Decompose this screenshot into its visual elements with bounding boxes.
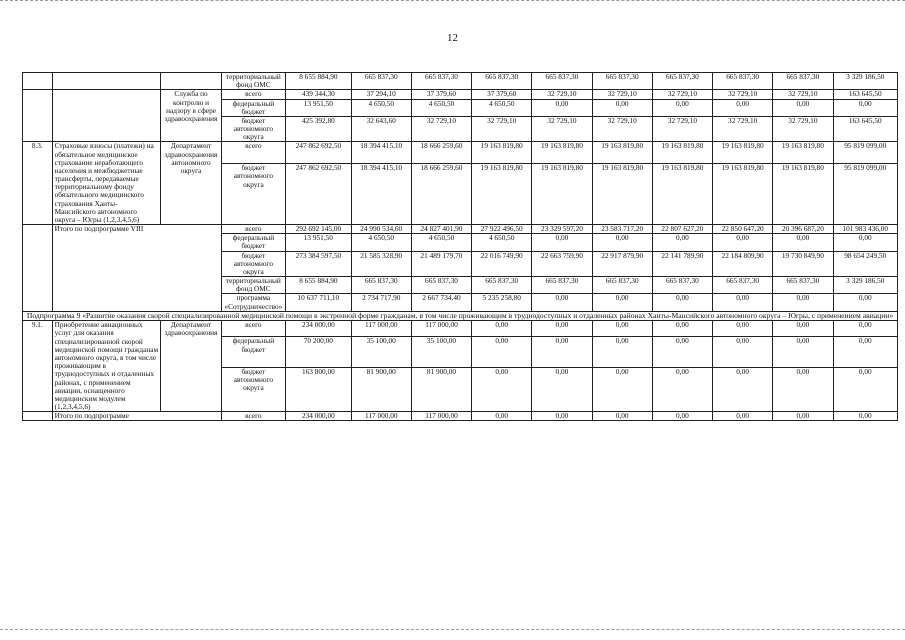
value-cell: 4 650,50	[351, 99, 411, 116]
value-cell: 163 800,00	[286, 367, 352, 412]
funding-source-cell: федеральный бюджет	[221, 337, 285, 367]
value-cell: 0,00	[652, 337, 712, 367]
value-cell: 4 650,50	[411, 99, 471, 116]
table-row	[23, 90, 898, 99]
value-cell: 22 016 749,90	[472, 251, 532, 277]
value-cell: 19 730 849,90	[773, 251, 833, 277]
value-cell: 22 141 789,90	[652, 251, 712, 277]
funding-source-cell: бюджет автономного округа	[221, 367, 285, 412]
value-cell: 117 000,00	[351, 321, 411, 337]
value-cell: 117 000,00	[351, 412, 411, 421]
value-cell: 95 819 099,00	[833, 164, 898, 225]
value-cell: 665 837,30	[773, 277, 833, 294]
value-cell: 665 837,30	[532, 73, 592, 90]
value-cell: 665 837,30	[592, 277, 652, 294]
value-cell: 0,00	[652, 294, 712, 311]
value-cell: 95 819 099,00	[833, 142, 898, 164]
table-row	[23, 142, 898, 164]
value-cell: 35 100,00	[351, 337, 411, 367]
funding-source-cell: бюджет автономного округа	[221, 251, 285, 277]
value-cell: 32 729,10	[592, 90, 652, 99]
funding-source-cell: программа «Сотрудничество»	[221, 294, 285, 311]
funding-source-cell: территориальный фонд ОМС	[221, 277, 285, 294]
value-cell: 22 850 647,20	[713, 225, 773, 234]
value-cell: 32 729,10	[773, 90, 833, 99]
item-number-cell	[23, 225, 53, 312]
value-cell: 21 585 328,90	[351, 251, 411, 277]
table-row	[23, 321, 898, 337]
value-cell: 0,00	[833, 294, 898, 311]
funding-source-cell: территориальный фонд ОМС	[221, 73, 285, 90]
funding-source-cell: бюджет автономного округа	[221, 116, 285, 142]
value-cell: 0,00	[833, 321, 898, 337]
value-cell: 0,00	[713, 321, 773, 337]
value-cell: 0,00	[773, 234, 833, 251]
value-cell: 21 489 179,70	[411, 251, 471, 277]
value-cell: 247 862 692,50	[286, 142, 352, 164]
executor-cell: Служба по контролю и надзору в сфере здравоохранения	[161, 90, 221, 142]
value-cell: 665 837,30	[351, 73, 411, 90]
item-number-cell: 8.3.	[23, 142, 53, 225]
value-cell: 665 837,30	[773, 73, 833, 90]
value-cell: 0,00	[532, 99, 592, 116]
value-cell: 22 917 879,90	[592, 251, 652, 277]
value-cell: 273 384 597,50	[286, 251, 352, 277]
value-cell: 32 729,10	[532, 116, 592, 142]
value-cell: 0,00	[713, 234, 773, 251]
funding-source-cell: федеральный бюджет	[221, 99, 285, 116]
value-cell: 19 163 819,80	[652, 164, 712, 225]
value-cell: 18 666 259,60	[411, 164, 471, 225]
item-name-cell: Приобретение авиационных услуг для оказания специализированной скорой медицинской помощи гражданам автономного округа, в том числе проживающим в труднодоступных и отдаленных районах, с применением авиации, оснащенного медицинским модулем (1,2,3,4,5,6)	[52, 321, 161, 412]
value-cell: 19 163 819,80	[472, 142, 532, 164]
value-cell: 23 329 597,20	[532, 225, 592, 234]
value-cell: 0,00	[833, 337, 898, 367]
value-cell: 32 643,60	[351, 116, 411, 142]
value-cell: 8 655 884,90	[286, 277, 352, 294]
value-cell: 3 329 186,50	[833, 277, 898, 294]
value-cell: 19 163 819,80	[713, 164, 773, 225]
budget-table	[22, 72, 898, 421]
value-cell: 4 650,50	[472, 234, 532, 251]
value-cell: 22 807 627,20	[652, 225, 712, 234]
value-cell: 32 729,10	[773, 116, 833, 142]
value-cell: 665 837,30	[713, 277, 773, 294]
value-cell: 665 837,30	[351, 277, 411, 294]
value-cell: 0,00	[592, 99, 652, 116]
value-cell: 665 837,30	[472, 277, 532, 294]
value-cell: 32 729,10	[652, 116, 712, 142]
value-cell: 0,00	[592, 321, 652, 337]
value-cell: 0,00	[833, 412, 898, 421]
executor-cell	[161, 73, 221, 90]
value-cell: 292 692 145,00	[286, 225, 352, 234]
funding-source-cell: всего	[221, 321, 285, 337]
subtotal-label-cell: Итого по подпрограмме VIII	[52, 225, 221, 312]
value-cell: 4 650,50	[411, 234, 471, 251]
value-cell: 70 200,00	[286, 337, 352, 367]
value-cell: 2 667 734,40	[411, 294, 471, 311]
value-cell: 0,00	[472, 367, 532, 412]
value-cell: 0,00	[532, 294, 592, 311]
value-cell: 19 163 819,80	[592, 142, 652, 164]
value-cell: 0,00	[713, 99, 773, 116]
value-cell: 81 900,00	[351, 367, 411, 412]
funding-source-cell: всего	[221, 90, 285, 99]
value-cell: 101 983 436,00	[833, 225, 898, 234]
value-cell: 20 396 687,20	[773, 225, 833, 234]
item-name-cell	[52, 90, 161, 142]
funding-source-cell: всего	[221, 142, 285, 164]
value-cell: 10 637 711,10	[286, 294, 352, 311]
value-cell: 234 000,00	[286, 412, 352, 421]
value-cell: 0,00	[592, 337, 652, 367]
funding-source-cell: федеральный бюджет	[221, 234, 285, 251]
executor-cell: Департамент здравоохранения	[161, 321, 221, 412]
value-cell: 24 827 401,90	[411, 225, 471, 234]
page-number: 12	[447, 32, 458, 44]
value-cell: 19 163 819,80	[773, 142, 833, 164]
value-cell: 665 837,30	[652, 277, 712, 294]
value-cell: 0,00	[773, 337, 833, 367]
value-cell: 37 379,60	[411, 90, 471, 99]
value-cell: 13 951,50	[286, 99, 352, 116]
value-cell: 19 163 819,80	[532, 142, 592, 164]
table-row	[23, 225, 898, 234]
value-cell: 0,00	[592, 234, 652, 251]
value-cell: 19 163 819,80	[592, 164, 652, 225]
value-cell: 32 729,10	[592, 116, 652, 142]
item-name-cell	[52, 73, 161, 90]
value-cell: 0,00	[532, 367, 592, 412]
value-cell: 81 900,00	[411, 367, 471, 412]
value-cell: 163 645,50	[833, 116, 898, 142]
item-number-cell	[23, 73, 53, 90]
table-row	[23, 412, 898, 421]
item-name-cell: Страховые взносы (платежи) на обязательное медицинское страхование неработающего населения и межбюджетные трансферты, передаваемые территориальному фонду обязательного медицинского страхования Ханты-Мансийского автономного округа – Югры (1,2,3,4,5,6)	[52, 142, 161, 225]
value-cell: 0,00	[652, 412, 712, 421]
table-row	[23, 311, 898, 321]
value-cell: 0,00	[652, 321, 712, 337]
value-cell: 665 837,30	[411, 277, 471, 294]
funding-source-cell: всего	[221, 225, 285, 234]
value-cell: 425 392,80	[286, 116, 352, 142]
value-cell: 0,00	[472, 412, 532, 421]
value-cell: 0,00	[713, 412, 773, 421]
item-number-cell: 9.1.	[23, 321, 53, 412]
value-cell: 4 650,50	[472, 99, 532, 116]
value-cell: 2 734 717,90	[351, 294, 411, 311]
value-cell: 0,00	[652, 234, 712, 251]
item-number-cell	[23, 412, 53, 421]
top-scan-edge	[0, 0, 905, 4]
value-cell: 24 990 534,60	[351, 225, 411, 234]
value-cell: 5 235 258,80	[472, 294, 532, 311]
value-cell: 665 837,30	[592, 73, 652, 90]
value-cell: 665 837,30	[713, 73, 773, 90]
value-cell: 27 922 496,50	[472, 225, 532, 234]
executor-cell: Департамент здравоохранения автономного округа	[161, 142, 221, 225]
value-cell: 18 394 415,10	[351, 164, 411, 225]
value-cell: 247 862 692,50	[286, 164, 352, 225]
value-cell: 19 163 819,80	[472, 164, 532, 225]
value-cell: 4 650,50	[351, 234, 411, 251]
value-cell: 32 729,10	[652, 90, 712, 99]
value-cell: 37 294,10	[351, 90, 411, 99]
value-cell: 3 329 186,50	[833, 73, 898, 90]
value-cell: 0,00	[532, 337, 592, 367]
value-cell: 0,00	[713, 337, 773, 367]
funding-source-cell: бюджет автономного округа	[221, 164, 285, 225]
table-row	[23, 73, 898, 90]
value-cell: 0,00	[532, 412, 592, 421]
value-cell: 18 394 415,10	[351, 142, 411, 164]
value-cell: 32 729,10	[713, 90, 773, 99]
value-cell: 32 729,10	[411, 116, 471, 142]
value-cell: 665 837,30	[472, 73, 532, 90]
value-cell: 0,00	[773, 412, 833, 421]
value-cell: 0,00	[713, 294, 773, 311]
value-cell: 32 729,10	[713, 116, 773, 142]
value-cell: 32 729,10	[472, 116, 532, 142]
value-cell: 23 583 717,20	[592, 225, 652, 234]
value-cell: 117 000,00	[411, 412, 471, 421]
value-cell: 0,00	[833, 234, 898, 251]
value-cell: 19 163 819,80	[652, 142, 712, 164]
value-cell: 0,00	[773, 294, 833, 311]
value-cell: 19 163 819,80	[532, 164, 592, 225]
value-cell: 37 379,60	[472, 90, 532, 99]
value-cell: 439 344,30	[286, 90, 352, 99]
funding-source-cell: всего	[221, 412, 285, 421]
value-cell: 234 000,00	[286, 321, 352, 337]
value-cell: 0,00	[472, 337, 532, 367]
value-cell: 22 184 809,90	[713, 251, 773, 277]
value-cell: 0,00	[833, 99, 898, 116]
value-cell: 0,00	[773, 99, 833, 116]
value-cell: 117 000,00	[411, 321, 471, 337]
value-cell: 0,00	[592, 294, 652, 311]
value-cell: 32 729,10	[532, 90, 592, 99]
value-cell: 0,00	[833, 367, 898, 412]
value-cell: 0,00	[592, 367, 652, 412]
value-cell: 0,00	[652, 99, 712, 116]
value-cell: 665 837,30	[532, 277, 592, 294]
value-cell: 665 837,30	[411, 73, 471, 90]
value-cell: 8 655 884,90	[286, 73, 352, 90]
value-cell: 19 163 819,80	[713, 142, 773, 164]
value-cell: 22 663 759,90	[532, 251, 592, 277]
item-number-cell	[23, 90, 53, 142]
value-cell: 665 837,30	[652, 73, 712, 90]
value-cell: 0,00	[713, 367, 773, 412]
budget-table-body	[23, 73, 898, 421]
value-cell: 13 951,50	[286, 234, 352, 251]
value-cell: 0,00	[532, 321, 592, 337]
value-cell: 163 645,50	[833, 90, 898, 99]
value-cell: 0,00	[592, 412, 652, 421]
value-cell: 0,00	[532, 234, 592, 251]
value-cell: 0,00	[773, 367, 833, 412]
subtotal-label-cell: Итого по подпрограмме	[52, 412, 221, 421]
value-cell: 0,00	[472, 321, 532, 337]
subprogram-title: Подпрограмма 9 «Развитие оказания скорой специализированной медицинской помощи в экстренной форме гражданам, в том числе проживающим в труднодоступных и отдаленных районах Ханты-Мансийского автономного округа – Югры, с применением авиации»	[23, 311, 898, 321]
value-cell: 19 163 819,80	[773, 164, 833, 225]
bottom-scan-edge	[0, 629, 905, 633]
value-cell: 18 666 259,60	[411, 142, 471, 164]
value-cell: 0,00	[652, 367, 712, 412]
value-cell: 0,00	[773, 321, 833, 337]
value-cell: 35 100,00	[411, 337, 471, 367]
value-cell: 98 654 249,50	[833, 251, 898, 277]
